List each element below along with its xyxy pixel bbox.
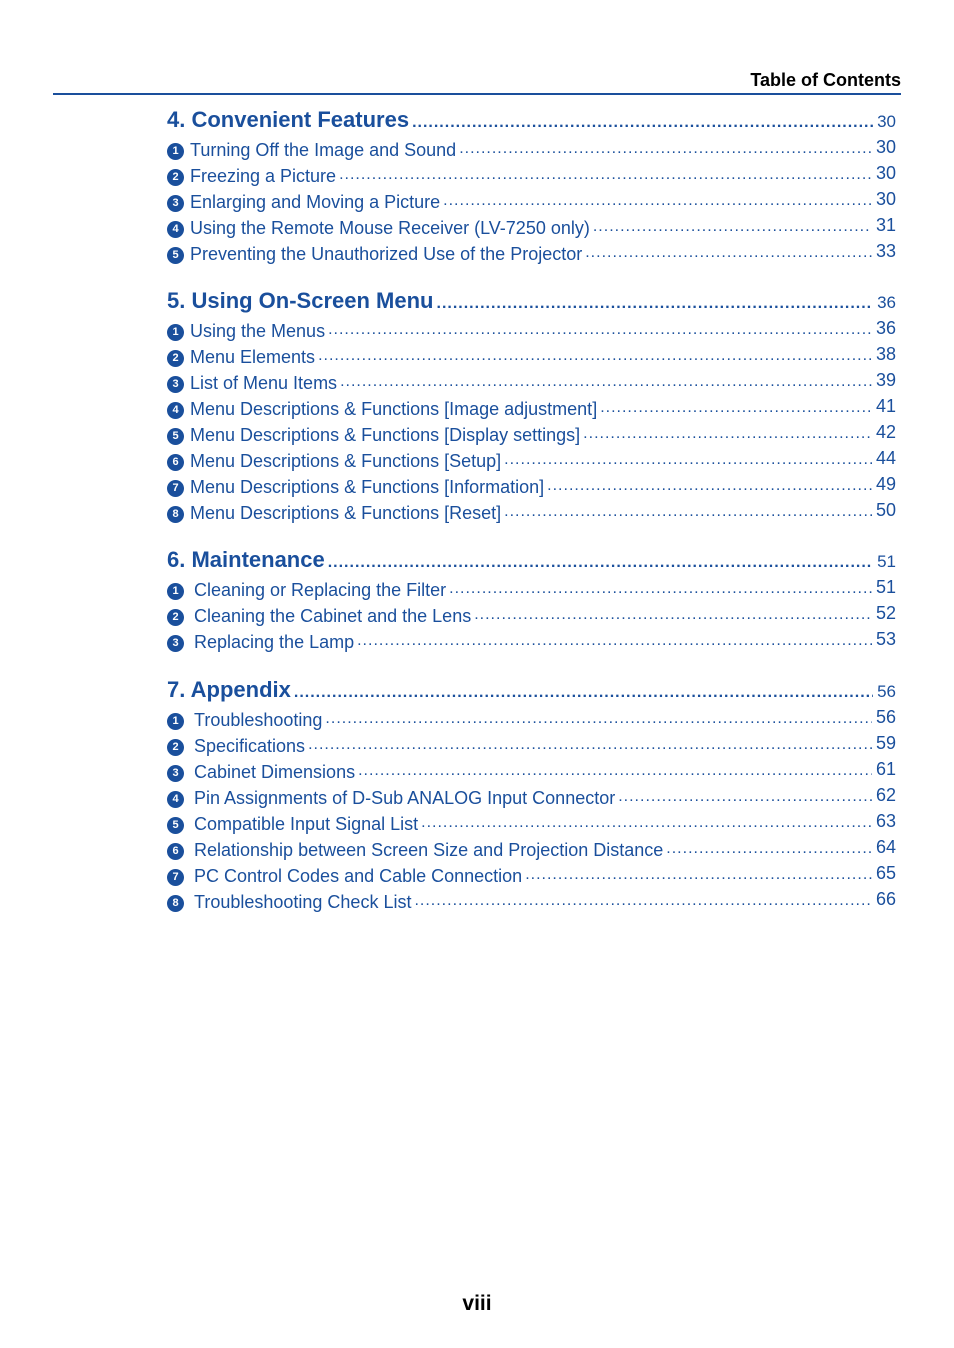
page-number: viii <box>462 1292 492 1315</box>
dot-leader <box>339 166 872 184</box>
toc-section-7[interactable] <box>167 677 896 705</box>
entry-label: Specifications <box>194 736 306 756</box>
section-page-number: 30 <box>877 112 896 131</box>
entry-label: Cabinet Dimensions <box>194 762 356 782</box>
dot-leader <box>593 218 872 236</box>
number-circle-icon: 1 <box>167 583 184 600</box>
section-page-number: 56 <box>877 682 896 701</box>
entry-page-number: 44 <box>875 448 896 468</box>
number-circle-icon: 7 <box>167 480 184 497</box>
entry-label-wrap <box>167 244 582 265</box>
entry-label-wrap <box>167 736 305 757</box>
dot-leader <box>443 192 872 210</box>
toc-entry[interactable] <box>167 577 896 601</box>
toc-entry[interactable] <box>167 889 896 913</box>
dot-leader <box>308 736 872 754</box>
entry-page-number: 33 <box>875 241 896 261</box>
dot-leader <box>583 425 872 443</box>
toc-entry[interactable] <box>167 629 896 653</box>
entry-page-number: 31 <box>875 215 896 235</box>
entry-label-wrap <box>167 892 411 913</box>
entry-page-number: 42 <box>875 422 896 442</box>
dot-leader <box>459 140 872 158</box>
entry-label: Using the Menus <box>190 321 326 341</box>
entry-page-number: 51 <box>875 577 896 597</box>
dot-leader <box>328 321 872 339</box>
entry-label-wrap <box>167 788 615 809</box>
toc-entry[interactable] <box>167 370 896 394</box>
number-circle-icon: 3 <box>167 635 184 652</box>
section-title: 5. Using On-Screen Menu <box>167 288 434 313</box>
toc-entry[interactable] <box>167 733 896 757</box>
entry-page-number: 36 <box>875 318 896 338</box>
toc-entry[interactable] <box>167 837 896 861</box>
entry-label-wrap <box>167 425 580 446</box>
number-circle-icon: 8 <box>167 895 184 912</box>
entry-page-number: 49 <box>875 474 896 494</box>
dot-leader <box>421 814 872 832</box>
entry-label-wrap <box>167 814 418 835</box>
dot-leader <box>294 684 873 702</box>
dot-leader <box>340 373 872 391</box>
entry-page-number: 52 <box>875 603 896 623</box>
number-circle-icon: 5 <box>167 817 184 834</box>
entry-label-wrap <box>167 477 544 498</box>
toc-entry[interactable] <box>167 759 896 783</box>
dot-leader <box>504 503 872 521</box>
entry-label: Replacing the Lamp <box>194 632 355 652</box>
entry-page-number: 63 <box>875 811 896 831</box>
entry-label-wrap <box>167 399 597 420</box>
entry-label-wrap <box>167 503 501 524</box>
number-circle-icon: 2 <box>167 169 184 186</box>
entry-label: List of Menu Items <box>190 373 338 393</box>
section-title: 4. Convenient Features <box>167 107 410 132</box>
number-circle-icon: 5 <box>167 247 184 264</box>
entry-label-wrap <box>167 762 355 783</box>
dot-leader <box>357 632 872 650</box>
dot-leader <box>600 399 872 417</box>
number-circle-icon: 8 <box>167 506 184 523</box>
entry-page-number: 50 <box>875 500 896 520</box>
entry-label-wrap <box>167 373 337 394</box>
entry-page-number: 38 <box>875 344 896 364</box>
entry-label: Troubleshooting Check List <box>194 892 412 912</box>
dot-leader <box>618 788 872 806</box>
entry-label-wrap <box>167 166 336 187</box>
entry-page-number: 30 <box>875 137 896 157</box>
entry-label: Turning Off the Image and Sound <box>190 140 457 160</box>
toc-entry[interactable] <box>167 785 896 809</box>
entry-label: Preventing the Unauthorized Use of the Projector <box>190 244 583 264</box>
entry-label-wrap <box>167 192 440 213</box>
toc-section-4[interactable] <box>167 107 896 135</box>
entry-page-number: 65 <box>875 863 896 883</box>
dot-leader <box>412 114 873 132</box>
number-circle-icon: 6 <box>167 843 184 860</box>
header-divider <box>53 93 901 95</box>
toc-entry[interactable] <box>167 396 896 420</box>
number-circle-icon: 6 <box>167 454 184 471</box>
entry-label-wrap <box>167 632 354 653</box>
entry-page-number: 30 <box>875 163 896 183</box>
toc-entry[interactable] <box>167 603 896 627</box>
entry-label-wrap <box>167 321 325 342</box>
dot-leader <box>358 762 872 780</box>
entry-label: Menu Descriptions & Functions [Information] <box>190 477 545 497</box>
dot-leader <box>328 554 873 572</box>
toc-section-5[interactable] <box>167 288 896 316</box>
number-circle-icon: 1 <box>167 713 184 730</box>
entry-page-number: 59 <box>875 733 896 753</box>
entry-label-wrap <box>167 840 663 861</box>
entry-label: Cleaning the Cabinet and the Lens <box>194 606 472 626</box>
entry-label: Relationship between Screen Size and Projection Distance <box>194 840 664 860</box>
entry-page-number: 62 <box>875 785 896 805</box>
entry-label: Menu Descriptions & Functions [Setup] <box>190 451 502 471</box>
entry-page-number: 39 <box>875 370 896 390</box>
entry-page-number: 41 <box>875 396 896 416</box>
entry-label: Pin Assignments of D-Sub ANALOG Input Connector <box>194 788 616 808</box>
entry-label: Using the Remote Mouse Receiver (LV-7250 only) <box>190 218 590 238</box>
toc-entry[interactable] <box>167 811 896 835</box>
entry-label: Menu Descriptions & Functions [Reset] <box>190 503 502 523</box>
entry-label-wrap <box>167 451 501 472</box>
toc-entry[interactable] <box>167 500 896 524</box>
entry-page-number: 30 <box>875 189 896 209</box>
entry-label-wrap <box>167 580 446 601</box>
toc-entry[interactable] <box>167 215 896 239</box>
toc-entry[interactable] <box>167 241 896 265</box>
number-circle-icon: 1 <box>167 143 184 160</box>
number-circle-icon: 3 <box>167 195 184 212</box>
section-page-number: 51 <box>877 552 896 571</box>
toc-entry[interactable] <box>167 863 896 887</box>
toc-entry[interactable] <box>167 474 896 498</box>
entry-label: Compatible Input Signal List <box>194 814 419 834</box>
number-circle-icon: 2 <box>167 350 184 367</box>
number-circle-icon: 4 <box>167 221 184 238</box>
entry-label-wrap <box>167 347 315 368</box>
dot-leader <box>449 580 872 598</box>
entry-label: Menu Descriptions & Functions [Image adjustment] <box>190 399 598 419</box>
running-header-title: Table of Contents <box>750 70 901 90</box>
dot-leader <box>318 347 872 365</box>
toc-entry[interactable] <box>167 448 896 472</box>
dot-leader <box>325 710 872 728</box>
number-circle-icon: 2 <box>167 609 184 626</box>
number-circle-icon: 1 <box>167 324 184 341</box>
dot-leader <box>547 477 872 495</box>
toc-entry[interactable] <box>167 707 896 731</box>
entry-label-wrap <box>167 606 471 627</box>
entry-page-number: 53 <box>875 629 896 649</box>
toc-entry[interactable] <box>167 137 896 161</box>
entry-page-number: 56 <box>875 707 896 727</box>
number-circle-icon: 2 <box>167 739 184 756</box>
section-page-number: 36 <box>877 293 896 312</box>
entry-label-wrap <box>167 866 522 887</box>
entry-page-number: 61 <box>875 759 896 779</box>
entry-label: Freezing a Picture <box>190 166 337 186</box>
entry-label-wrap <box>167 140 456 161</box>
toc-entry[interactable] <box>167 189 896 213</box>
dot-leader <box>585 244 872 262</box>
toc-entry[interactable] <box>167 344 896 368</box>
entry-label: Troubleshooting <box>194 710 323 730</box>
number-circle-icon: 3 <box>167 765 184 782</box>
dot-leader <box>504 451 872 469</box>
entry-label-wrap <box>167 218 590 239</box>
section-title: 6. Maintenance <box>167 547 325 572</box>
dot-leader <box>474 606 872 624</box>
toc-entry[interactable] <box>167 163 896 187</box>
dot-leader <box>666 840 872 858</box>
toc-section-6[interactable] <box>167 547 896 575</box>
entry-label: Cleaning or Replacing the Filter <box>194 580 447 600</box>
entry-label: Menu Descriptions & Functions [Display settings] <box>190 425 581 445</box>
number-circle-icon: 5 <box>167 428 184 445</box>
dot-leader <box>414 892 872 910</box>
entry-label: PC Control Codes and Cable Connection <box>194 866 523 886</box>
number-circle-icon: 4 <box>167 402 184 419</box>
entry-page-number: 64 <box>875 837 896 857</box>
entry-label-wrap <box>167 710 322 731</box>
dot-leader <box>437 295 874 313</box>
toc-entry[interactable] <box>167 422 896 446</box>
section-title: 7. Appendix <box>167 677 291 702</box>
entry-page-number: 66 <box>875 889 896 909</box>
number-circle-icon: 3 <box>167 376 184 393</box>
dot-leader <box>525 866 872 884</box>
entry-label: Enlarging and Moving a Picture <box>190 192 441 212</box>
entry-label: Menu Elements <box>190 347 316 367</box>
number-circle-icon: 4 <box>167 791 184 808</box>
number-circle-icon: 7 <box>167 869 184 886</box>
toc-entry[interactable] <box>167 318 896 342</box>
